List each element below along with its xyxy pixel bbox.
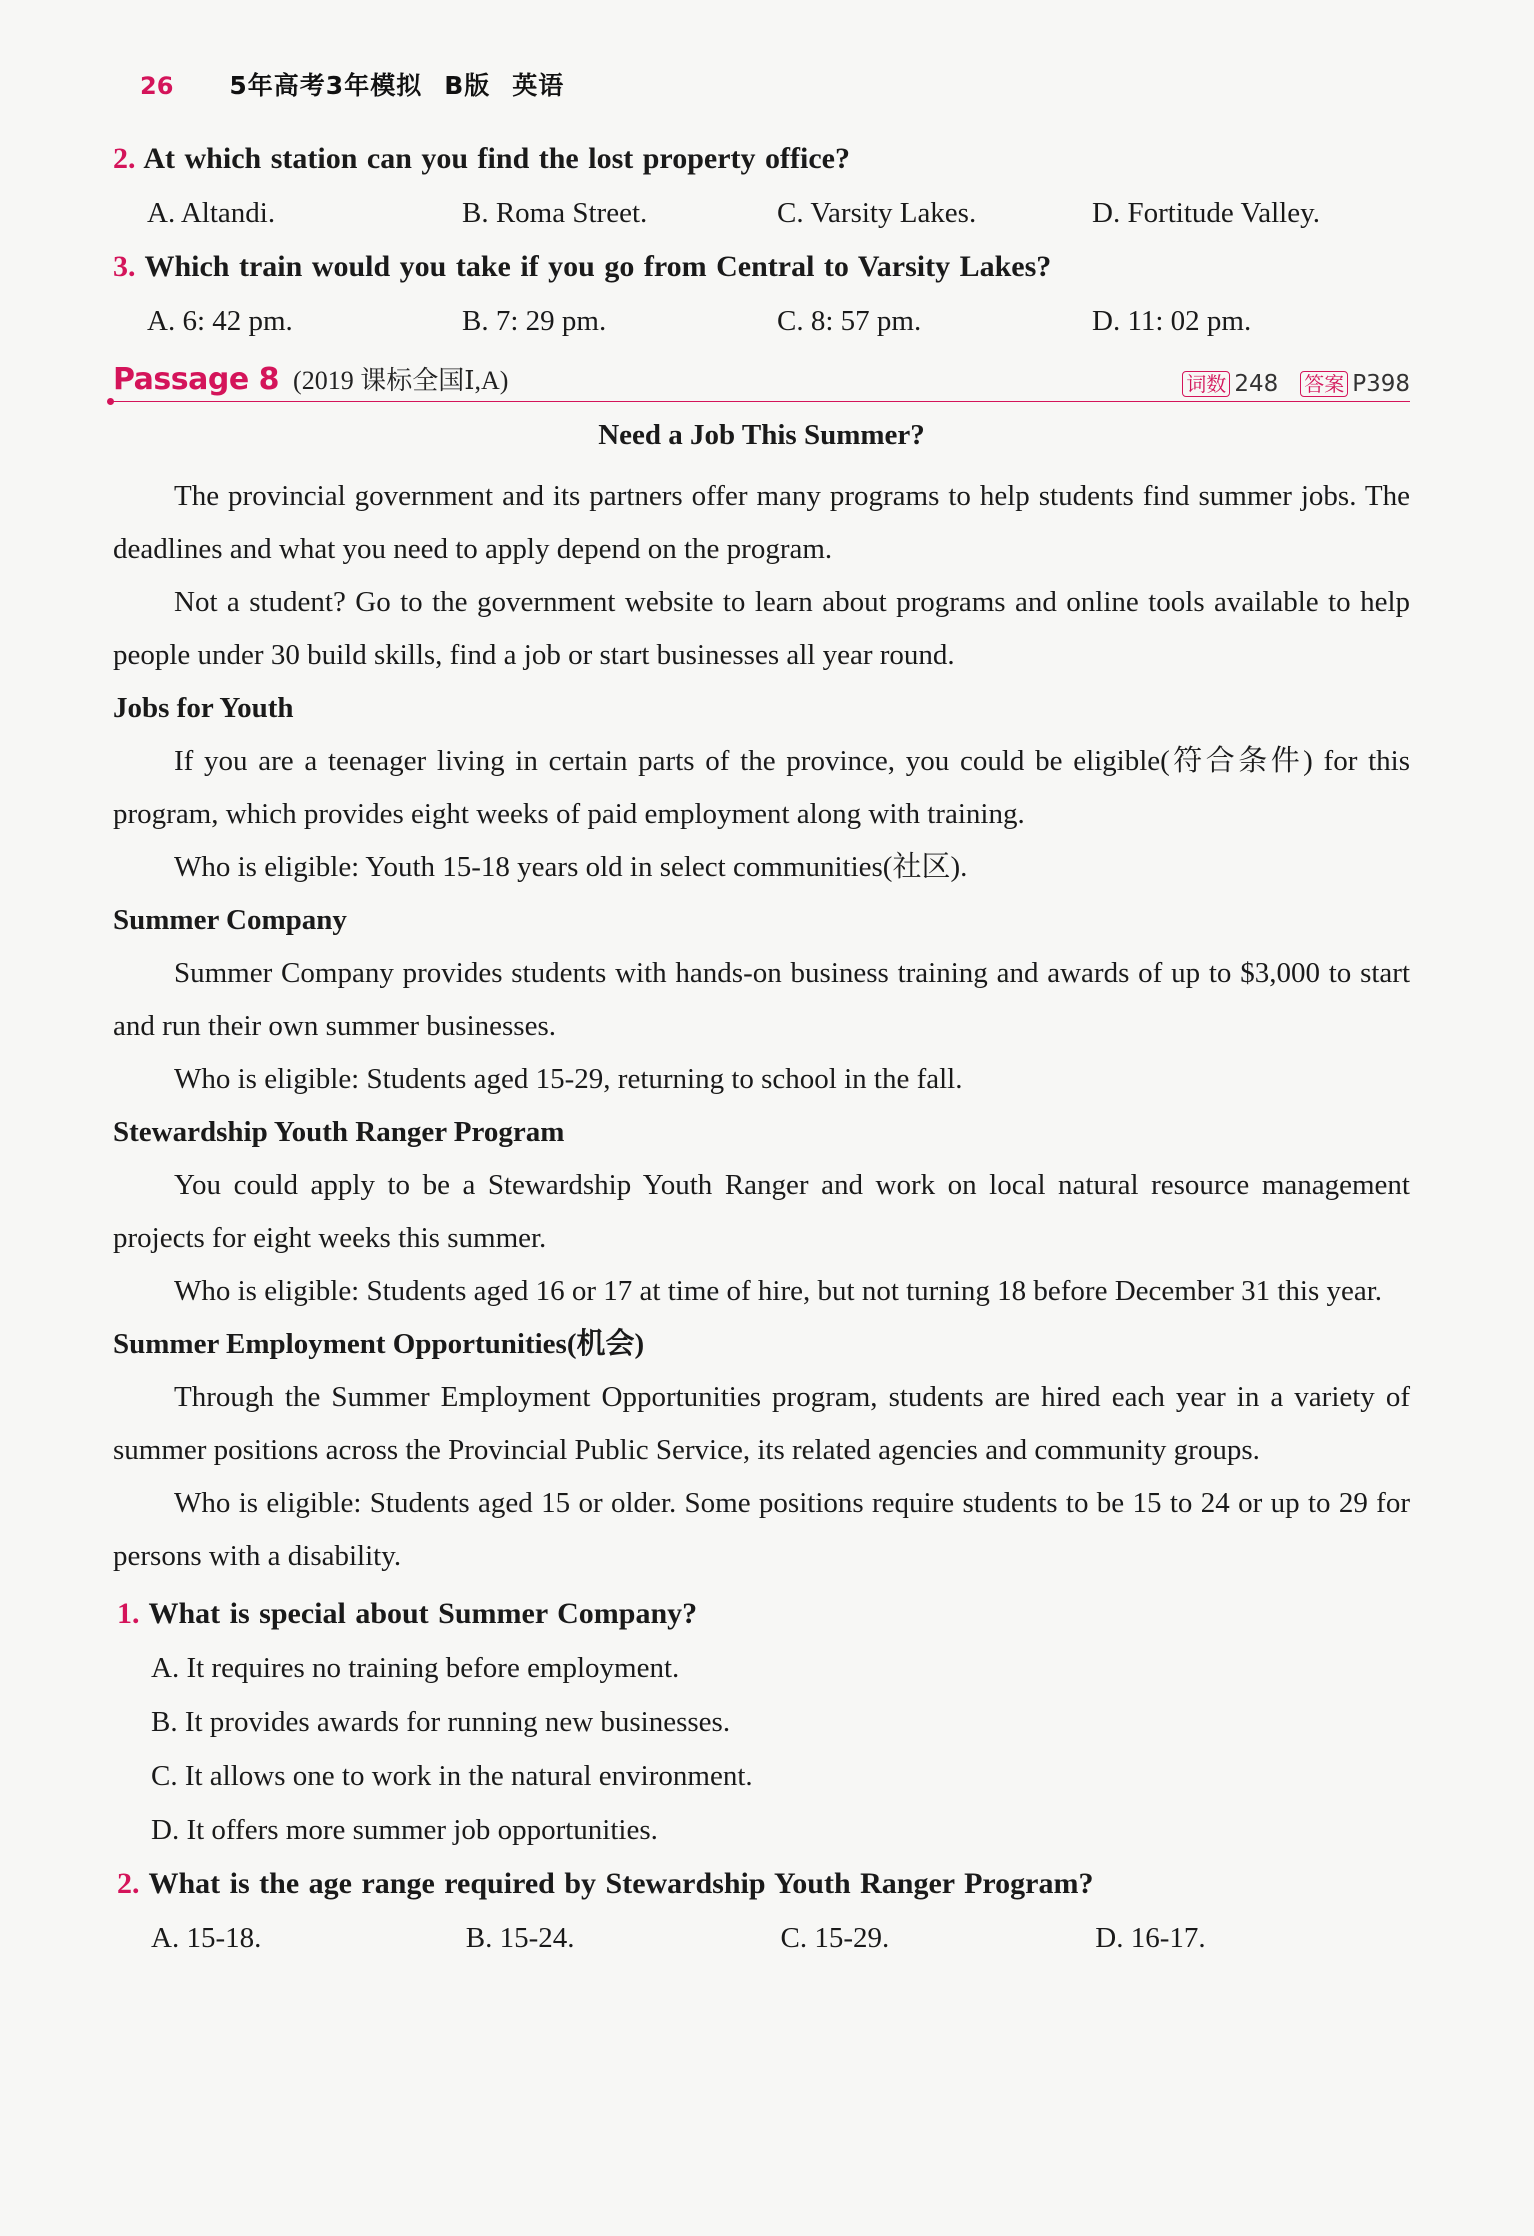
- question-number: 2.: [117, 1867, 140, 1900]
- option-d: D. Fortitude Valley.: [1092, 197, 1320, 229]
- question-list: [113, 1595, 1410, 1957]
- question-number: 1.: [117, 1597, 140, 1630]
- option-c: C. 15-29.: [780, 1922, 890, 1954]
- question-text: At which station can you find the lost property office?: [143, 142, 850, 175]
- passage-title: Need a Job This Summer?: [598, 419, 925, 451]
- option-c: C. 8: 57 pm.: [777, 305, 922, 337]
- book-subject: 英语: [512, 71, 565, 100]
- question-options: [151, 1919, 1410, 1957]
- option-b: B. It provides awards for running new businesses.: [151, 1706, 731, 1738]
- question-stem: [113, 140, 1410, 178]
- question-options: [147, 194, 1410, 232]
- option-a: A. It requires no training before employment.: [151, 1652, 680, 1684]
- book-title: [229, 66, 564, 102]
- page-number: 26: [140, 72, 174, 100]
- option-d: D. It offers more summer job opportunities.: [151, 1814, 658, 1846]
- word-count: [1182, 371, 1278, 397]
- book-title-main: 5年高考3年模拟: [229, 71, 423, 100]
- book-edition: B版: [444, 71, 491, 100]
- section-eligibility: Who is eligible: Students aged 16 or 17 at time of hire, but not turning 18 before December 31 this year.: [174, 1275, 1383, 1307]
- section-heading: Summer Employment Opportunities(机会): [113, 1328, 645, 1360]
- question-number: 2.: [113, 142, 136, 175]
- section-heading: Stewardship Youth Ranger Program: [113, 1116, 565, 1148]
- passage-source: (2019 课标全国Ⅰ,A): [293, 366, 509, 395]
- section-eligibility: Who is eligible: Youth 15-18 years old in select communities(社区).: [174, 851, 968, 883]
- section-body: Through the Summer Employment Opportunities program, students are hired each year in a variety of summer positions across the Provincial Public Service, its related agencies and community groups.: [113, 1381, 1410, 1466]
- word-count-tag: 词数: [1182, 371, 1230, 397]
- question-options: [147, 302, 1410, 340]
- question-options: [151, 1649, 1410, 1849]
- question-number: 3.: [113, 250, 136, 283]
- intro-paragraph: Not a student? Go to the government website to learn about programs and online tools available to help people under 30 build skills, find a job or start businesses all year round.: [113, 586, 1410, 671]
- question-stem: [117, 1595, 1410, 1633]
- section-eligibility: Who is eligible: Students aged 15-29, returning to school in the fall.: [174, 1063, 963, 1095]
- question-text: Which train would you take if you go from Central to Varsity Lakes?: [144, 250, 1052, 283]
- option-b: B. 15-24.: [465, 1922, 575, 1954]
- question-text: What is the age range required by Stewardship Youth Ranger Program?: [148, 1867, 1094, 1900]
- section-body: If you are a teenager living in certain parts of the province, you could be eligible(符合条件) for this program, which provides eight weeks of paid employment along with training.: [113, 745, 1410, 830]
- passage-section: [113, 894, 1410, 1106]
- answer-tag: 答案: [1300, 371, 1348, 397]
- option-d: D. 16-17.: [1095, 1922, 1206, 1954]
- page-header: [140, 66, 564, 102]
- passage-label: Passage 8: [113, 362, 280, 397]
- section-heading: Summer Company: [113, 904, 347, 936]
- question-stem: [117, 1865, 1410, 1903]
- option-b: B. 7: 29 pm.: [462, 305, 607, 337]
- question: [113, 1595, 1410, 1849]
- option-a: A. Altandi.: [147, 197, 276, 229]
- section-body: You could apply to be a Stewardship Youth Ranger and work on local natural resource management projects for eight weeks this summer.: [113, 1169, 1410, 1254]
- option-a: A. 15-18.: [151, 1922, 262, 1954]
- option-c: C. Varsity Lakes.: [777, 197, 977, 229]
- prev-question: [113, 140, 1410, 232]
- question-stem: [113, 248, 1410, 286]
- passage-section: [113, 682, 1410, 894]
- section-heading: Jobs for Youth: [113, 692, 294, 724]
- page-content: [113, 140, 1410, 1973]
- passage-section: [113, 1318, 1410, 1583]
- option-c: C. It allows one to work in the natural environment.: [151, 1760, 753, 1792]
- option-b: B. Roma Street.: [462, 197, 648, 229]
- word-count-value: 248: [1234, 371, 1279, 397]
- option-d: D. 11: 02 pm.: [1092, 305, 1252, 337]
- section-body: Summer Company provides students with hands-on business training and awards of up to $3,000 to start and run their own summer businesses.: [113, 957, 1410, 1042]
- answer-ref: [1300, 371, 1410, 397]
- question-text: What is special about Summer Company?: [148, 1597, 698, 1630]
- passage-meta: [1182, 371, 1410, 397]
- intro-paragraph: The provincial government and its partners offer many programs to help students find summer jobs. The deadlines and what you need to apply depend on the program.: [113, 480, 1410, 565]
- passage-header: [113, 356, 1410, 402]
- answer-page: P398: [1352, 371, 1410, 397]
- option-a: A. 6: 42 pm.: [147, 305, 293, 337]
- passage-label-group: [113, 360, 508, 397]
- prev-question: [113, 248, 1410, 340]
- passage-section: [113, 1106, 1410, 1318]
- question: [113, 1865, 1410, 1957]
- section-eligibility: Who is eligible: Students aged 15 or older. Some positions require students to be 15 to 24 or up to 29 for persons with a disability.: [113, 1487, 1410, 1572]
